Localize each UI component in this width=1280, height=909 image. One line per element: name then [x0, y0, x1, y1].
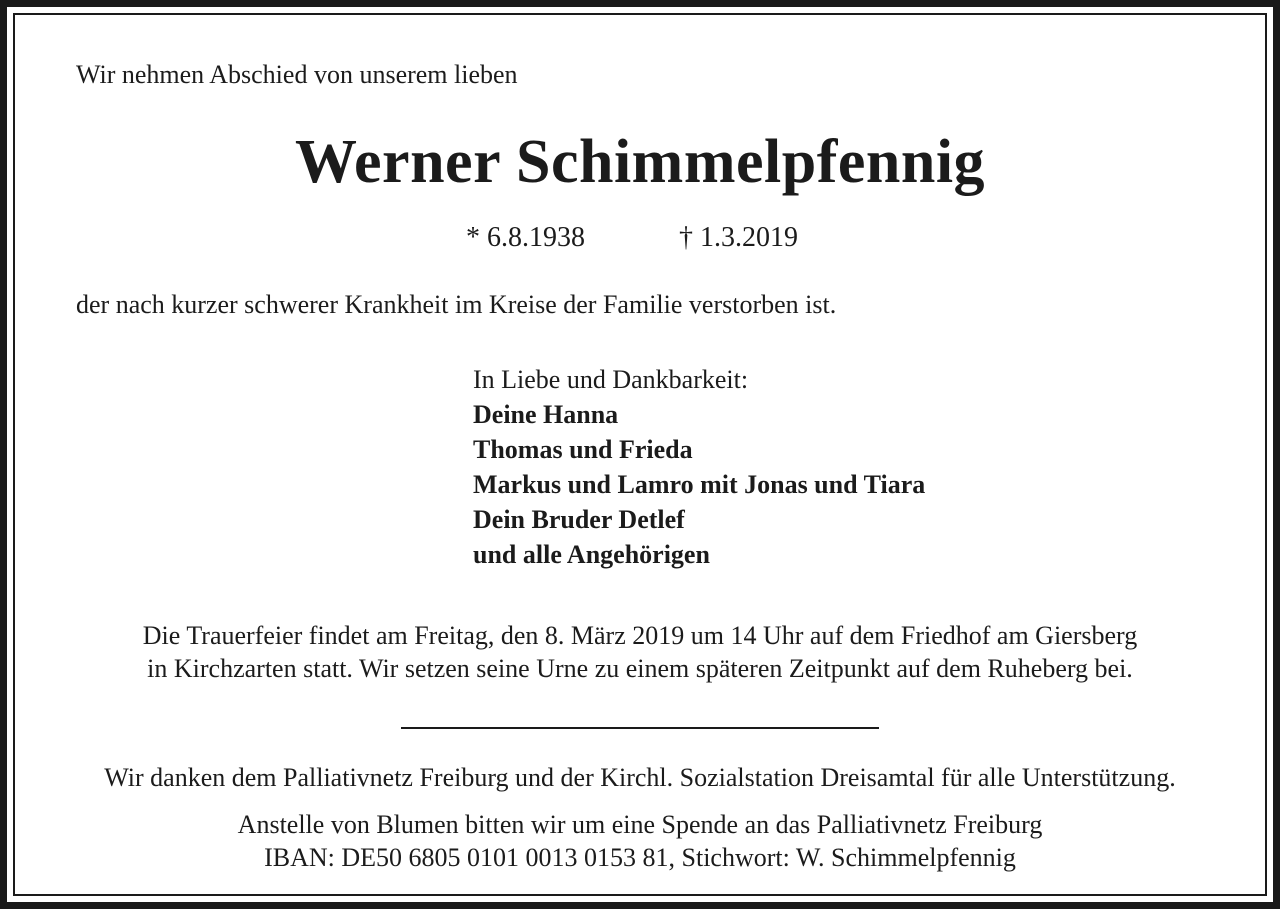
family-signoff — [473, 362, 925, 572]
signoff-heading: In Liebe und Dankbarkeit: — [473, 365, 749, 394]
deceased-name: Werner Schimmelpfennig — [294, 128, 986, 196]
death-date: † 1.3.2019 — [679, 222, 798, 253]
intro-text: Wir nehmen Abschied von unserem lieben — [76, 60, 518, 89]
thanks-text: Wir danken dem Palliativnetz Freiburg und der Kirchl. Sozialstation Dreisamtal für alle Unterstützung. — [104, 763, 1176, 792]
passing-text: der nach kurzer schwerer Krankheit im Kreise der Familie verstorben ist. — [76, 290, 837, 319]
mourner-name: Deine Hanna — [473, 400, 619, 429]
service-line: in Kirchzarten statt. Wir setzen seine Urne zu einem späteren Zeitpunkt auf dem Ruheberg bei. — [147, 654, 1133, 683]
divider-line — [401, 727, 879, 729]
service-line: Die Trauerfeier findet am Freitag, den 8. März 2019 um 14 Uhr auf dem Friedhof am Giersberg — [142, 621, 1138, 650]
mourner-name: Dein Bruder Detlef — [473, 505, 685, 534]
mourner-name: Markus und Lamro mit Jonas und Tiara — [473, 470, 926, 499]
birth-date: * 6.8.1938 — [466, 222, 585, 253]
mourner-name: Thomas und Frieda — [473, 435, 693, 464]
funeral-service-info — [0, 619, 1280, 685]
mourner-name: und alle Angehörigen — [473, 540, 710, 569]
donation-iban: IBAN: DE50 6805 0101 0013 0153 81, Stichwort: W. Schimmelpfennig — [264, 843, 1016, 872]
donation-line: Anstelle von Blumen bitten wir um eine Spende an das Palliativnetz Freiburg — [237, 810, 1043, 839]
donation-info — [0, 808, 1280, 874]
